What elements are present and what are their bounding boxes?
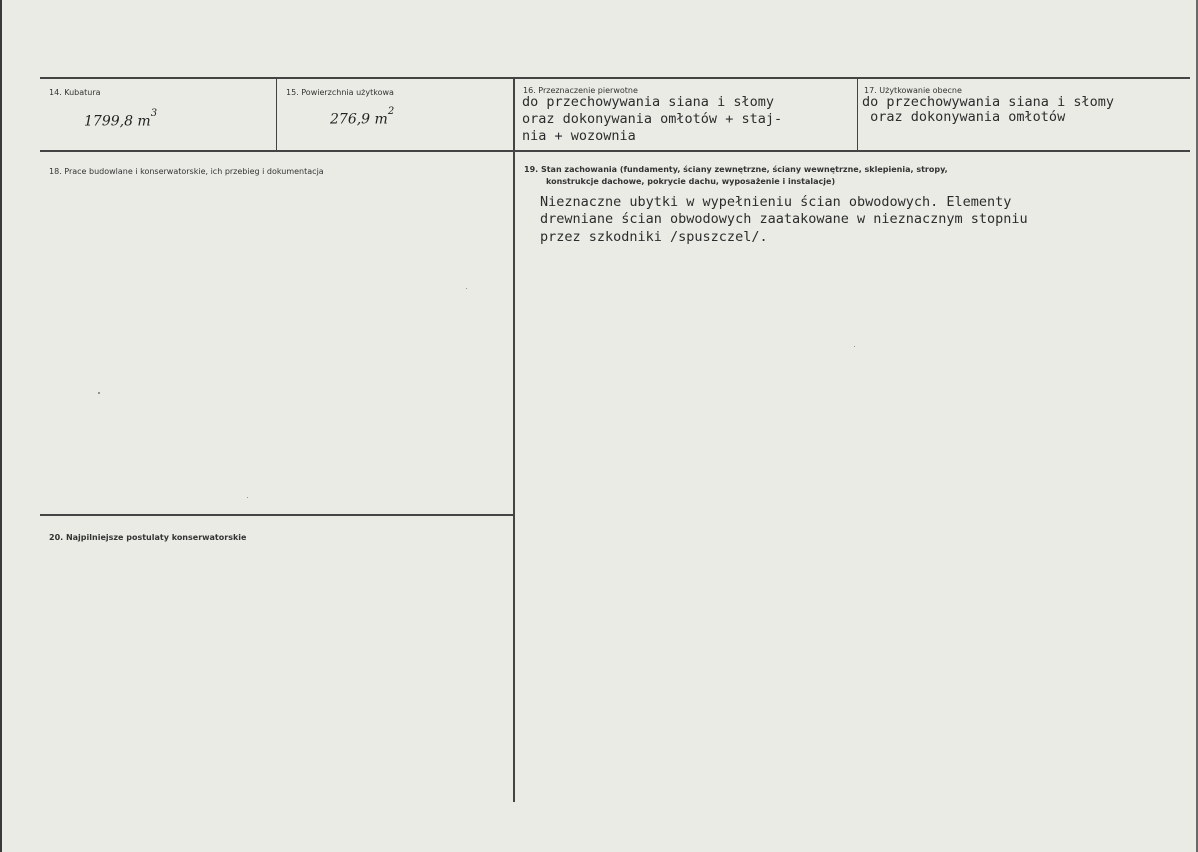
condition-text-line-3: przez szkodniki /spuszczel/. — [540, 229, 768, 245]
divider-16-17 — [857, 78, 858, 151]
condition-label-line-1: 19. Stan zachowania (fundamenty, ściany zewnętrzne, ściany wewnętrzne, sklepienia, stropy, — [524, 165, 948, 174]
usable-area-number: 276,9 m — [330, 111, 388, 128]
original-purpose-line-1: do przechowywania siana i słomy — [522, 94, 774, 110]
kubatura-exponent: 3 — [150, 108, 158, 119]
usable-area-label: 15. Powierzchnia użytkowa — [286, 88, 394, 97]
current-use-line-1: do przechowywania siana i słomy — [862, 94, 1114, 110]
kubatura-label: 14. Kubatura — [49, 88, 101, 97]
paper-speck — [466, 288, 467, 289]
condition-text-line-1: Nieznaczne ubytki w wypełnieniu ścian obwodowych. Elementy — [540, 194, 1012, 210]
condition-label-line-2: konstrukcje dachowe, pokrycie dachu, wyposażenie i instalacje) — [546, 177, 836, 186]
original-purpose-label: 16. Przeznaczenie pierwotne — [523, 86, 638, 95]
condition-text-line-2: drewniane ścian obwodowych zaatakowane w nieznacznym stopniu — [540, 211, 1028, 227]
kubatura-value — [84, 108, 158, 130]
kubatura-number: 1799,8 m — [84, 113, 151, 130]
original-purpose-line-2: oraz dokonywania omłotów + staj- — [522, 111, 783, 127]
top-rule — [40, 77, 1190, 79]
construction-works-label: 18. Prace budowlane i konserwatorskie, ich przebieg i dokumentacja — [49, 167, 324, 176]
paper-speck — [854, 346, 855, 347]
main-column-divider — [513, 78, 515, 802]
paper-speck — [98, 392, 100, 394]
divider-14-15 — [276, 78, 277, 151]
usable-area-value — [330, 106, 395, 128]
usable-area-exponent: 2 — [387, 106, 395, 117]
current-use-label: 17. Użytkowanie obecne — [864, 86, 962, 95]
conservation-postulates-label: 20. Najpilniejsze postulaty konserwatorskie — [49, 533, 247, 542]
header-bottom-rule — [40, 150, 1190, 152]
original-purpose-line-3: nia + wozownia — [522, 128, 636, 144]
paper-speck — [247, 497, 248, 498]
section-18-20-divider — [40, 514, 514, 516]
current-use-line-2: oraz dokonywania omłotów — [862, 109, 1066, 125]
